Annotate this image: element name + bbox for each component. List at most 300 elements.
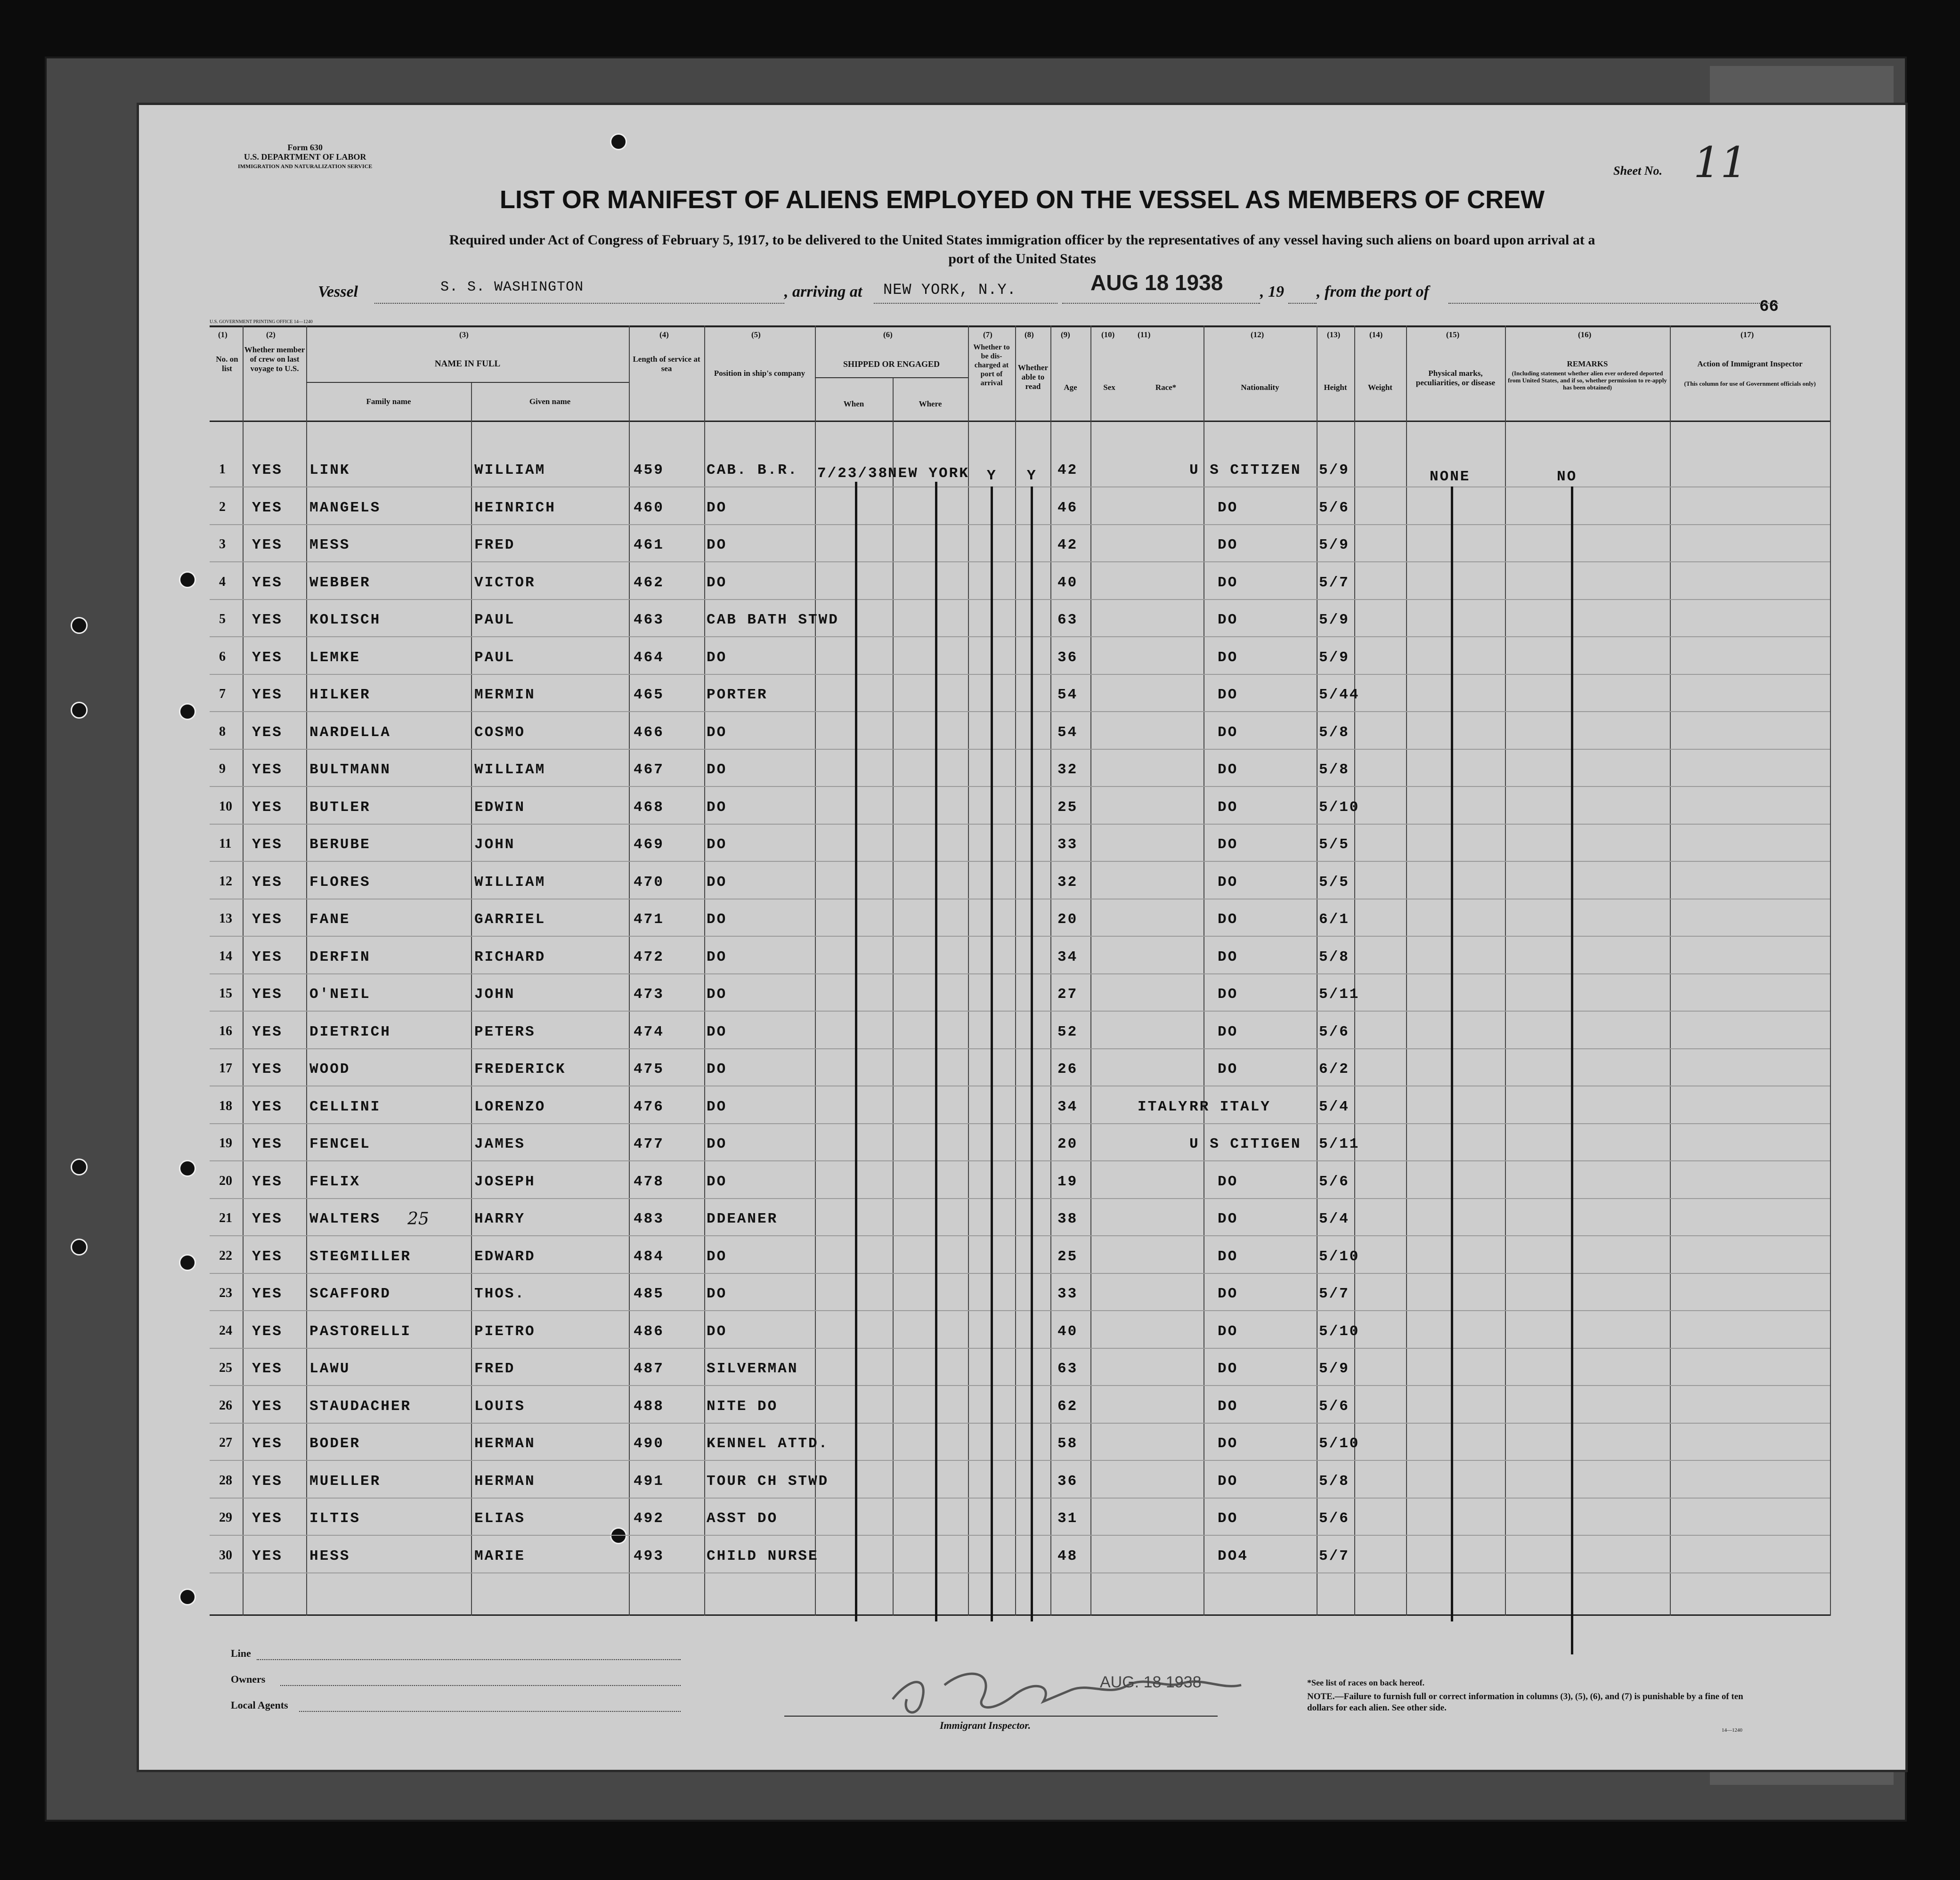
height: 5/9 bbox=[1319, 612, 1350, 628]
col-number: (5) bbox=[751, 330, 761, 339]
arriving-port: NEW YORK, N.Y. bbox=[883, 281, 1017, 299]
age: 62 bbox=[1057, 1398, 1078, 1415]
age: 32 bbox=[1057, 874, 1078, 891]
year-underline bbox=[1288, 302, 1317, 304]
service-length: 468 bbox=[634, 799, 664, 816]
row-rule bbox=[210, 1348, 1830, 1349]
crew-flag: YES bbox=[252, 1023, 283, 1040]
nationality: DO bbox=[1218, 574, 1238, 591]
service-length: 478 bbox=[634, 1173, 664, 1190]
age: 33 bbox=[1057, 1286, 1078, 1302]
crew-flag: YES bbox=[252, 1173, 283, 1190]
age: 20 bbox=[1057, 1136, 1078, 1152]
row-rule bbox=[210, 1123, 1830, 1124]
binder-hole bbox=[179, 1588, 196, 1605]
position: KENNEL ATTD. bbox=[707, 1435, 829, 1452]
family-name: PASTORELLI bbox=[309, 1323, 412, 1340]
nationality: DO bbox=[1218, 874, 1238, 891]
position: DO bbox=[707, 799, 727, 816]
row-number: 28 bbox=[219, 1473, 232, 1488]
able-to-read-flag: Y bbox=[1027, 468, 1037, 484]
crew-flag: YES bbox=[252, 1323, 283, 1340]
nationality: DO bbox=[1218, 799, 1238, 816]
remarks: NO bbox=[1557, 469, 1578, 485]
row-rule bbox=[210, 1198, 1830, 1199]
given-name: FRED bbox=[474, 537, 515, 553]
family-name: LAWU bbox=[309, 1361, 350, 1377]
row-number: 15 bbox=[219, 986, 232, 1001]
given-name: WILLIAM bbox=[474, 874, 546, 891]
row-rule bbox=[210, 1235, 1830, 1236]
crew-flag: YES bbox=[252, 986, 283, 1003]
service-length: 488 bbox=[634, 1398, 664, 1415]
row-rule bbox=[210, 1310, 1830, 1311]
crew-flag: YES bbox=[252, 1136, 283, 1152]
ditto-line-where bbox=[935, 482, 937, 1621]
age: 26 bbox=[1057, 1061, 1078, 1078]
family-name: KOLISCH bbox=[309, 612, 381, 628]
service-length: 462 bbox=[634, 574, 664, 591]
ditto-line-remarks bbox=[1571, 486, 1573, 1654]
height: 5/11 bbox=[1319, 986, 1360, 1003]
service-length: 472 bbox=[634, 948, 664, 965]
row-rule bbox=[210, 599, 1830, 600]
height: 5/9 bbox=[1319, 649, 1350, 666]
age: 58 bbox=[1057, 1435, 1078, 1452]
col-number: (8) bbox=[1025, 330, 1034, 339]
binder-hole bbox=[610, 133, 627, 150]
header-sex: Sex bbox=[1103, 383, 1115, 392]
position: DO bbox=[707, 1098, 727, 1115]
service-name: IMMIGRATION AND NATURALIZATION SERVICE bbox=[238, 163, 373, 170]
row-number: 19 bbox=[219, 1136, 232, 1151]
shipped-subheader-rule bbox=[815, 377, 968, 378]
shipped-when: 7/23/38 bbox=[817, 465, 889, 482]
row-number: 21 bbox=[219, 1211, 232, 1225]
position: DO bbox=[707, 762, 727, 778]
position: CAB. B.R. bbox=[707, 462, 798, 478]
service-length: 487 bbox=[634, 1361, 664, 1377]
signature-rule bbox=[784, 1716, 1218, 1717]
row-number: 13 bbox=[219, 911, 232, 926]
family-name: HESS bbox=[309, 1548, 350, 1564]
height: 5/8 bbox=[1319, 948, 1350, 965]
crew-flag: YES bbox=[252, 1473, 283, 1490]
ditto-line-read bbox=[1031, 486, 1033, 1621]
family-name: STAUDACHER bbox=[309, 1398, 412, 1415]
position: DO bbox=[707, 1023, 727, 1040]
col-number: (17) bbox=[1740, 330, 1754, 339]
row-rule bbox=[210, 1048, 1830, 1049]
header-physical: Physical marks, peculiarities, or disease bbox=[1415, 369, 1496, 387]
row-rule bbox=[210, 861, 1830, 862]
footer-owners-label: Owners bbox=[231, 1673, 266, 1685]
service-length: 470 bbox=[634, 874, 664, 891]
service-length: 483 bbox=[634, 1211, 664, 1227]
corner-number: 66 bbox=[1759, 298, 1779, 316]
ditto-line-physical bbox=[1451, 486, 1453, 1621]
physical-marks: NONE bbox=[1430, 469, 1471, 485]
position: DO bbox=[707, 499, 727, 516]
from-port-underline bbox=[1448, 302, 1778, 304]
age: 20 bbox=[1057, 911, 1078, 928]
service-length: 477 bbox=[634, 1136, 664, 1152]
row-number: 23 bbox=[219, 1286, 232, 1300]
col-number: (10) bbox=[1101, 330, 1115, 339]
given-name: RICHARD bbox=[474, 948, 546, 965]
binder-hole bbox=[71, 702, 88, 719]
row-number: 12 bbox=[219, 874, 232, 889]
vessel-label: Vessel bbox=[318, 283, 358, 300]
service-length: 491 bbox=[634, 1473, 664, 1490]
given-name: GARRIEL bbox=[474, 911, 546, 928]
service-length: 473 bbox=[634, 986, 664, 1003]
height: 5/7 bbox=[1319, 574, 1350, 591]
footer-owners-underline bbox=[280, 1684, 681, 1686]
nationality: DO bbox=[1218, 986, 1238, 1003]
age: 19 bbox=[1057, 1173, 1078, 1190]
age: 33 bbox=[1057, 836, 1078, 853]
family-name: DERFIN bbox=[309, 948, 371, 965]
footer-agents-label: Local Agents bbox=[231, 1699, 288, 1711]
family-name: BULTMANN bbox=[309, 762, 391, 778]
row-number: 6 bbox=[219, 649, 226, 664]
position: DO bbox=[707, 724, 727, 741]
year-label: , 19 bbox=[1260, 283, 1284, 300]
age: 48 bbox=[1057, 1548, 1078, 1564]
given-name: ELIAS bbox=[474, 1510, 526, 1527]
position: DO bbox=[707, 1286, 727, 1302]
nationality: DO bbox=[1218, 1061, 1238, 1078]
height: 5/10 bbox=[1319, 1323, 1360, 1340]
col-number: (2) bbox=[266, 330, 276, 339]
family-name: WOOD bbox=[309, 1061, 350, 1078]
position: DO bbox=[707, 1248, 727, 1265]
given-name: THOS. bbox=[474, 1286, 526, 1302]
service-length: 463 bbox=[634, 612, 664, 628]
age: 40 bbox=[1057, 574, 1078, 591]
form-code: 14—1240 bbox=[1722, 1727, 1742, 1733]
col-number: (15) bbox=[1446, 330, 1460, 339]
height: 5/9 bbox=[1319, 537, 1350, 553]
age: 63 bbox=[1057, 1361, 1078, 1377]
family-name: STEGMILLER bbox=[309, 1248, 412, 1265]
handwritten-note: 25 bbox=[407, 1209, 429, 1229]
given-name: MARIE bbox=[474, 1548, 526, 1564]
crew-flag: YES bbox=[252, 499, 283, 516]
shipped-where: NEW YORK bbox=[888, 465, 969, 482]
service-length: 486 bbox=[634, 1323, 664, 1340]
given-name: LORENZO bbox=[474, 1098, 546, 1115]
col-divider bbox=[893, 378, 894, 1616]
row-rule bbox=[210, 1160, 1830, 1161]
age: 27 bbox=[1057, 986, 1078, 1003]
position: DO bbox=[707, 1061, 727, 1078]
crew-flag: YES bbox=[252, 1286, 283, 1302]
service-length: 469 bbox=[634, 836, 664, 853]
position: DO bbox=[707, 1323, 727, 1340]
col-number: (1) bbox=[218, 330, 228, 339]
given-name: JOHN bbox=[474, 836, 515, 853]
row-number: 17 bbox=[219, 1061, 232, 1076]
header-when: When bbox=[843, 399, 864, 408]
crew-flag: YES bbox=[252, 1248, 283, 1265]
row-rule bbox=[210, 1423, 1830, 1424]
printing-office: U.S. GOVERNMENT PRINTING OFFICE 14—1240 bbox=[210, 319, 313, 324]
family-name: DIETRICH bbox=[309, 1023, 391, 1040]
binder-hole bbox=[179, 703, 196, 720]
nationality: DO bbox=[1218, 1510, 1238, 1527]
given-name: HARRY bbox=[474, 1211, 526, 1227]
row-rule bbox=[210, 636, 1830, 637]
crew-flag: YES bbox=[252, 836, 283, 853]
arriving-label: , arriving at bbox=[784, 283, 862, 300]
position: DO bbox=[707, 874, 727, 891]
row-number: 9 bbox=[219, 762, 226, 776]
form-subtitle-line1: Required under Act of Congress of February 5, 1917, to be delivered to the United States immigration officer by the representatives of any vessel having such aliens on board upon arrival at a bbox=[449, 232, 1595, 248]
col-number: (16) bbox=[1578, 330, 1592, 339]
crew-flag: YES bbox=[252, 724, 283, 741]
inspector-label: Immigrant Inspector. bbox=[940, 1719, 1031, 1731]
binder-hole bbox=[71, 1239, 88, 1256]
height: 5/4 bbox=[1319, 1211, 1350, 1227]
nationality: DO bbox=[1218, 948, 1238, 965]
row-rule bbox=[210, 824, 1830, 825]
family-name: SCAFFORD bbox=[309, 1286, 391, 1302]
given-name: FRED bbox=[474, 1361, 515, 1377]
position: DO bbox=[707, 1173, 727, 1190]
row-number: 27 bbox=[219, 1435, 232, 1450]
row-number: 7 bbox=[219, 687, 226, 701]
given-name: PAUL bbox=[474, 649, 515, 666]
form-header-block bbox=[238, 143, 372, 171]
arriving-underline bbox=[874, 302, 1057, 304]
header-remarks: REMARKS bbox=[1567, 359, 1608, 368]
row-rule bbox=[210, 674, 1830, 675]
service-length: 461 bbox=[634, 537, 664, 553]
binder-hole bbox=[179, 1160, 196, 1177]
footer-line-label: Line bbox=[231, 1647, 251, 1659]
position: DO bbox=[707, 986, 727, 1003]
row-rule bbox=[210, 786, 1830, 787]
age: 31 bbox=[1057, 1510, 1078, 1527]
position: DDEANER bbox=[707, 1211, 778, 1227]
crew-flag: YES bbox=[252, 1548, 283, 1564]
row-number: 29 bbox=[219, 1510, 232, 1525]
height: 5/4 bbox=[1319, 1098, 1350, 1115]
form-subtitle-line2: port of the United States bbox=[948, 251, 1096, 267]
age: 63 bbox=[1057, 612, 1078, 628]
family-name: HILKER bbox=[309, 687, 371, 703]
crew-flag: YES bbox=[252, 612, 283, 628]
row-rule bbox=[210, 1385, 1830, 1386]
nationality: DO bbox=[1218, 1435, 1238, 1452]
header-action-sub: (This column for use of Government officials only) bbox=[1684, 380, 1816, 387]
service-length: 474 bbox=[634, 1023, 664, 1040]
row-number: 26 bbox=[219, 1398, 232, 1413]
sheet-number: 11 bbox=[1693, 138, 1748, 187]
inspector-date-stamp: AUG. 18 1938 bbox=[1100, 1673, 1202, 1691]
nationality: DO bbox=[1218, 687, 1238, 703]
nationality: DO bbox=[1218, 724, 1238, 741]
height: 5/10 bbox=[1319, 1435, 1360, 1452]
vessel-underline bbox=[374, 302, 784, 304]
given-name: PIETRO bbox=[474, 1323, 536, 1340]
given-name: HERMAN bbox=[474, 1435, 536, 1452]
given-name: WILLIAM bbox=[474, 462, 546, 478]
given-name: VICTOR bbox=[474, 574, 536, 591]
crew-flag: YES bbox=[252, 911, 283, 928]
service-length: 466 bbox=[634, 724, 664, 741]
given-name: JOHN bbox=[474, 986, 515, 1003]
height: 5/6 bbox=[1319, 1173, 1350, 1190]
given-name: HEINRICH bbox=[474, 499, 556, 516]
binder-hole bbox=[179, 1254, 196, 1271]
nationality: DO bbox=[1218, 499, 1238, 516]
crew-flag: YES bbox=[252, 1211, 283, 1227]
age: 46 bbox=[1057, 499, 1078, 516]
position: DO bbox=[707, 537, 727, 553]
row-number: 16 bbox=[219, 1023, 232, 1038]
age: 40 bbox=[1057, 1323, 1078, 1340]
row-rule bbox=[210, 1460, 1830, 1461]
arrival-date-stamp: AUG 18 1938 bbox=[1090, 270, 1223, 295]
crew-flag: YES bbox=[252, 948, 283, 965]
height: 5/6 bbox=[1319, 1510, 1350, 1527]
service-length: 476 bbox=[634, 1098, 664, 1115]
service-length: 490 bbox=[634, 1435, 664, 1452]
nationality: RR ITALY bbox=[1189, 1098, 1271, 1115]
height: 5/8 bbox=[1319, 762, 1350, 778]
family-name: FENCEL bbox=[309, 1136, 371, 1152]
position: DO bbox=[707, 948, 727, 965]
given-name: JOSEPH bbox=[474, 1173, 536, 1190]
family-name: FELIX bbox=[309, 1173, 361, 1190]
height: 5/44 bbox=[1319, 687, 1360, 703]
row-rule bbox=[210, 1572, 1830, 1573]
nationality: DO bbox=[1218, 762, 1238, 778]
crew-flag: YES bbox=[252, 574, 283, 591]
col-number: (3) bbox=[459, 330, 469, 339]
header-height: Height bbox=[1324, 383, 1347, 392]
height: 5/10 bbox=[1319, 1248, 1360, 1265]
age: 42 bbox=[1057, 462, 1078, 478]
height: 5/7 bbox=[1319, 1286, 1350, 1302]
row-number: 20 bbox=[219, 1173, 232, 1188]
age: 52 bbox=[1057, 1023, 1078, 1040]
table-bottom-rule bbox=[210, 1614, 1830, 1616]
position: TOUR CH STWD bbox=[707, 1473, 829, 1490]
family-name: WEBBER bbox=[309, 574, 371, 591]
family-name: MUELLER bbox=[309, 1473, 381, 1490]
family-name: WALTERS bbox=[309, 1211, 381, 1227]
col-number: (11) bbox=[1138, 330, 1151, 339]
header-read: Whether able to read bbox=[1017, 363, 1049, 391]
row-number: 14 bbox=[219, 948, 232, 964]
given-name: HERMAN bbox=[474, 1473, 536, 1490]
col-number: (4) bbox=[659, 330, 669, 339]
row-rule bbox=[210, 936, 1830, 937]
row-rule bbox=[210, 749, 1830, 750]
age: 54 bbox=[1057, 724, 1078, 741]
height: 5/5 bbox=[1319, 874, 1350, 891]
height: 5/7 bbox=[1319, 1548, 1350, 1564]
position: PORTER bbox=[707, 687, 768, 703]
row-number: 24 bbox=[219, 1323, 232, 1338]
family-name: LEMKE bbox=[309, 649, 361, 666]
nationality: U S CITIGEN bbox=[1189, 1136, 1301, 1152]
row-rule bbox=[210, 561, 1830, 562]
col-number: (9) bbox=[1061, 330, 1070, 339]
service-length: 459 bbox=[634, 462, 664, 478]
family-name: FLORES bbox=[309, 874, 371, 891]
header-no: No. on list bbox=[216, 355, 238, 373]
crew-flag: YES bbox=[252, 1061, 283, 1078]
position: DO bbox=[707, 911, 727, 928]
row-number: 18 bbox=[219, 1098, 232, 1113]
row-number: 1 bbox=[219, 462, 226, 477]
crew-flag: YES bbox=[252, 874, 283, 891]
crew-flag: YES bbox=[252, 1435, 283, 1452]
row-number: 30 bbox=[219, 1548, 232, 1563]
position: CHILD NURSE bbox=[707, 1548, 819, 1564]
row-number: 11 bbox=[219, 836, 232, 851]
header-position: Position in ship's company bbox=[714, 369, 805, 378]
row-number: 4 bbox=[219, 574, 226, 589]
header-discharged: Whether to be dis-charged at port of arrival bbox=[973, 343, 1010, 387]
age: 54 bbox=[1057, 687, 1078, 703]
row-number: 3 bbox=[219, 537, 226, 551]
height: 5/8 bbox=[1319, 1473, 1350, 1490]
height: 6/1 bbox=[1319, 911, 1350, 928]
form-number: Form 630 bbox=[287, 143, 323, 152]
header-family-name: Family name bbox=[366, 397, 411, 406]
department-name: U.S. DEPARTMENT OF LABOR bbox=[244, 152, 366, 162]
crew-flag: YES bbox=[252, 762, 283, 778]
date-underline bbox=[1062, 302, 1260, 304]
table-top-rule bbox=[210, 325, 1830, 327]
row-rule bbox=[210, 1011, 1830, 1012]
height: 5/5 bbox=[1319, 836, 1350, 853]
col-divider bbox=[471, 383, 472, 1616]
service-length: 471 bbox=[634, 911, 664, 928]
binder-hole bbox=[179, 571, 196, 588]
given-name: EDWIN bbox=[474, 799, 526, 816]
height: 5/6 bbox=[1319, 499, 1350, 516]
binder-hole bbox=[610, 1527, 627, 1544]
position: DO bbox=[707, 1136, 727, 1152]
header-weight: Weight bbox=[1368, 383, 1392, 392]
position: ASST DO bbox=[707, 1510, 778, 1527]
family-name: NARDELLA bbox=[309, 724, 391, 741]
footer-agents-underline bbox=[299, 1710, 681, 1712]
header-nationality: Nationality bbox=[1241, 383, 1279, 392]
header-service: Length of service at sea bbox=[633, 355, 700, 373]
age: 25 bbox=[1057, 799, 1078, 816]
sheet-label: Sheet No. bbox=[1613, 164, 1662, 178]
family-name: BODER bbox=[309, 1435, 361, 1452]
nationality: DO bbox=[1218, 1361, 1238, 1377]
family-name: BERUBE bbox=[309, 836, 371, 853]
header-action: Action of Immigrant Inspector bbox=[1697, 359, 1803, 368]
nationality: DO4 bbox=[1218, 1548, 1248, 1564]
height: 6/2 bbox=[1319, 1061, 1350, 1078]
given-name: COSMO bbox=[474, 724, 526, 741]
header-crew: Whether member of crew on last voyage to U.S. bbox=[244, 345, 305, 373]
height: 5/8 bbox=[1319, 724, 1350, 741]
header-race: Race* bbox=[1155, 383, 1177, 392]
header-shipped: SHIPPED OR ENGAGED bbox=[843, 359, 940, 369]
